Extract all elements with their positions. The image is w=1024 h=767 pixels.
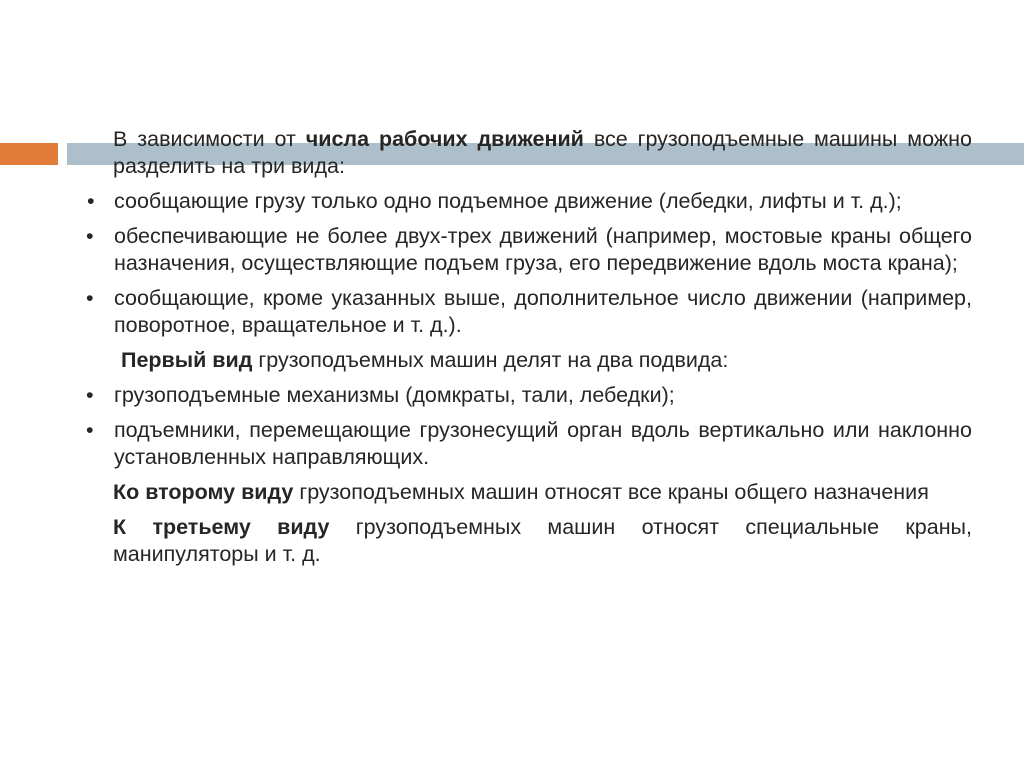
bullet-icon: • xyxy=(86,286,94,310)
bullet-icon: • xyxy=(87,189,95,213)
third-type-text: грузоподъемных машин относят специальные краны, манипуляторы и т. д. xyxy=(113,515,972,566)
bullet-icon: • xyxy=(86,418,94,442)
type-item-2 xyxy=(80,223,972,277)
type-item-3-text: сообщающие, кроме указанных выше, дополнительное число движении (например, поворотное, вращательное и т. д.). xyxy=(114,286,972,337)
first-type-paragraph xyxy=(80,347,972,374)
subtype-item-2-text: подъемники, перемещающие грузонесущий орган вдоль вертикально или наклонно установленных направляющих. xyxy=(114,418,972,469)
type-item-2-text: обеспечивающие не более двух-трех движений (например, мостовые краны общего назначения, осуществляющие подъем груза, его передвижение вдоль моста крана); xyxy=(114,224,972,275)
slide-body xyxy=(80,126,972,576)
second-type-bold: Ко второму виду xyxy=(113,480,294,504)
intro-bold: числа рабочих движений xyxy=(305,127,584,151)
type-item-1 xyxy=(80,188,972,215)
subtype-item-1 xyxy=(80,382,972,409)
bullet-icon: • xyxy=(86,383,94,407)
intro-suffix: все грузоподъемные машины можно разделить на три вида: xyxy=(113,127,973,178)
intro-prefix: В зависимости от xyxy=(113,127,306,151)
type-item-1-text: сообщающие грузу только одно подъемное движение (лебедки, лифты и т. д.); xyxy=(114,189,902,213)
subtype-item-2 xyxy=(80,417,972,471)
third-type-paragraph xyxy=(80,514,972,568)
first-type-text: грузоподъемных машин делят на два подвида: xyxy=(252,348,729,372)
intro-paragraph xyxy=(80,126,972,180)
accent-bar-orange xyxy=(0,143,58,165)
second-type-paragraph xyxy=(80,479,972,506)
type-item-3 xyxy=(80,285,972,339)
subtype-item-1-text: грузоподъемные механизмы (домкраты, тали, лебедки); xyxy=(114,383,675,407)
second-type-text: грузоподъемных машин относят все краны общего назначения xyxy=(293,480,929,504)
third-type-bold: К третьему виду xyxy=(113,515,330,539)
bullet-icon: • xyxy=(86,224,94,248)
first-type-bold: Первый вид xyxy=(121,348,253,372)
